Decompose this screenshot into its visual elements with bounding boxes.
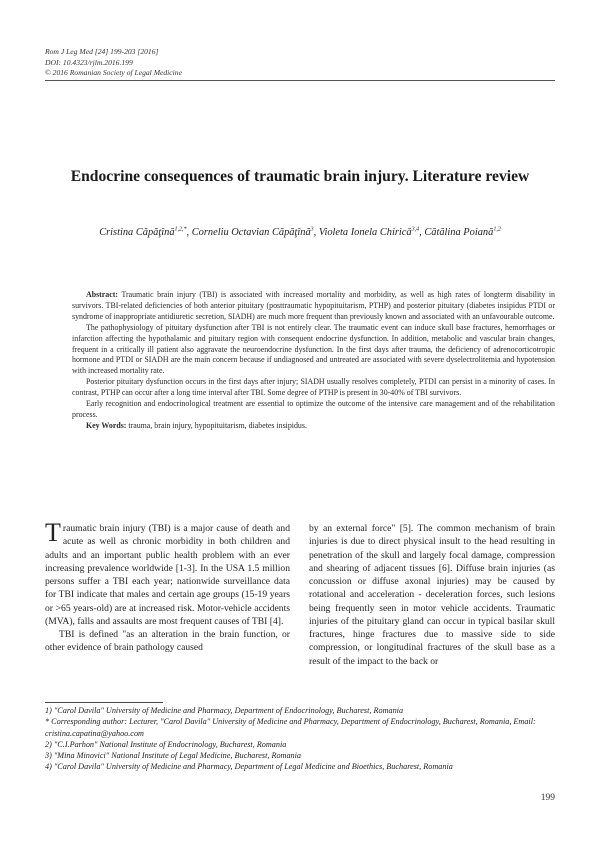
- keywords: [72, 421, 555, 432]
- author-affiliation: 3: [310, 226, 314, 233]
- author-separator: ,: [419, 227, 425, 238]
- footnotes: [45, 705, 555, 773]
- citation-line: Rom J Leg Med [24] 199-203 [2016]: [45, 47, 159, 56]
- keywords-label: Key Words:: [86, 420, 127, 430]
- author-name: Corneliu Octavian Căpăţînă: [191, 227, 311, 238]
- abstract-paragraph: Early recognition and endocrinological treatment are essential to optimize the outcome of the intensive care management and of the rehabilitation process.: [72, 399, 555, 419]
- article-title: Endocrine consequences of traumatic brain injury. Literature review: [70, 168, 530, 185]
- author-separator: ,: [313, 227, 319, 238]
- footnote-divider: [45, 702, 163, 703]
- keywords-text: trauma, brain injury, hypopituitarism, diabetes insipidus.: [128, 420, 307, 430]
- body-column-right: [309, 522, 555, 668]
- page-number: 199: [540, 793, 555, 803]
- footnote: 1) "Carol Davila" University of Medicine and Pharmacy, Department of Endocrinology, Bucharest, Romania: [45, 706, 404, 715]
- doi-line: DOI: 10.4323/rjlm.2016.199: [45, 57, 133, 67]
- author-separator: ,: [186, 227, 192, 238]
- body-paragraph: TBI is defined "as an alteration in the brain function, or other evidence of brain pathology caused: [45, 629, 290, 654]
- copyright-line: © 2016 Romanian Society of Legal Medicine: [45, 68, 182, 78]
- footnote: 3) "Mina Minovici" National Institute of Legal Medicine, Bucharest, Romania: [45, 751, 302, 761]
- footnote: 4) "Carol Davila" University of Medicine and Pharmacy, Department of Legal Medicine and Bioethics, Bucharest, Romania: [45, 762, 453, 772]
- abstract-paragraph: The pathophysiology of pituitary dysfunction after TBI is not entirely clear. The traumatic event can induce skull base fractures, hemorrhages or infarction affecting the hypothalamic and pituitary region with consequent endocrine dysfunction. In addition, metabolic and vascular brain changes, frequent in a critically ill patient also aggravate the neuroendocrine dysfunction. In the first days after trauma, the deficiency of adrenocorticotropic hormone and PTDI or SIADH are the main concern because if undiagnosed and untreated are associated with severe dyselectrolitemia and hypotension with increased mortality rate.: [72, 322, 555, 376]
- body-column-left: [45, 518, 290, 655]
- abstract-paragraph: [72, 290, 555, 323]
- header-divider: [45, 80, 555, 81]
- body-text: raumatic brain injury (TBI) is a major cause of death and acute as well as chronic morbidity in both children and adults and an important public health problem with an ever increasing prevalence worldwide [1-3]. In the USA 1.5 million persons suffer a TBI each year; nationwide surveillance data for TBI indicate that males and certain age groups (15-19 years or >65 years-old) are at increased risk. Motor-vehicle accidents (MVA), falls and assaults are most frequent causes of TBI [4].: [45, 523, 290, 627]
- footnote: 2) "C.I.Parhon" National Institute of Endocrinology, Bucharest, Romania: [45, 739, 287, 749]
- author-name: Violeta Ionela Chirică: [318, 227, 412, 238]
- author-affiliation: 3,4: [411, 226, 420, 233]
- abstract-paragraph: Posterior pituitary dysfunction occurs in the first days after injury; SIADH usually resolves completely, PTDI can persist in a minority of cases. In contrast, PTHP can occur after a long time interval after TBI. Some degree of PTHP is present in 30-40% of TBI survivors.: [72, 377, 555, 398]
- author-name: Cătălina Poiană: [424, 227, 494, 238]
- author-affiliation: 1,2: [493, 226, 501, 233]
- body-paragraph: [45, 518, 290, 628]
- abstract: [72, 290, 555, 432]
- journal-header: [45, 47, 555, 79]
- author-affiliation: 1,2,*: [174, 226, 187, 233]
- abstract-label: Abstract:: [86, 290, 118, 299]
- author-name: Cristina Căpăţînă: [99, 227, 175, 238]
- footnote: * Corresponding author: Lecturer, "Carol Davila" University of Medicine and Pharmacy, Department of Endocrinology, Bucharest, Romania, Email: cristina.capatina@yahoo.com: [45, 717, 536, 738]
- author-list: [0, 227, 600, 238]
- drop-cap: T: [45, 518, 61, 547]
- abstract-text: Traumatic brain injury (TBI) is associated with increased mortality and morbidity, as well as high rates of longterm disability in survivors. TBI-related deficiencies of both anterior pituitary (posttraumatic hypopituitarism, PTHP) and posterior pituitary (diabetes insipidus PTDI or syndrome of inappropriate antidiuretic secretion, SIADH) are much more frequent than previously known and associated with an unfavourable outcome.: [72, 290, 555, 321]
- body-paragraph: by an external force" [5]. The common mechanism of brain injuries is due to direct physical insult to the head resulting in penetration of the skull and largely focal damage, compression and shearing of adjacent tissues [6]. Diffuse brain injuries (as concussion or diffuse axonal injuries) may be caused by rotational and acceleration - deceleration forces, such lesions being frequently seen in motor vehicle accidents. Traumatic injuries of the pituitary gland can occur in typical basilar skull fractures, hinge fractures due to massive side to side compression, or longitudinal fractures of the skull base as a result of the impact to the back or: [309, 523, 555, 667]
